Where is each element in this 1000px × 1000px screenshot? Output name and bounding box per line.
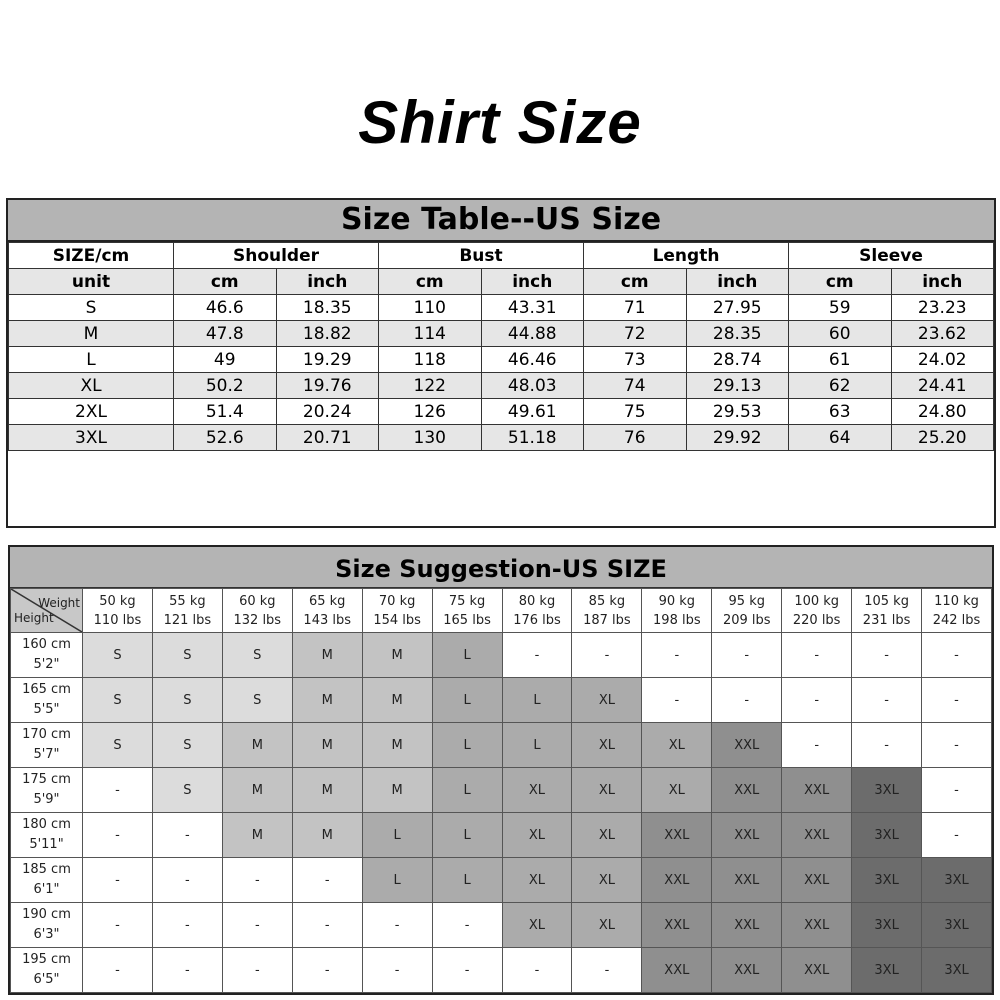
- height-ft: 6'1": [33, 882, 60, 897]
- weight-kg: 65 kg: [308, 593, 346, 609]
- suggested-size-cell: -: [292, 903, 362, 948]
- measurement-cell: 64: [789, 425, 892, 451]
- height-header-cell: [11, 768, 83, 813]
- size-table-panel: [6, 198, 996, 528]
- suggested-size-cell: XL: [572, 813, 642, 858]
- weight-kg: 85 kg: [588, 593, 626, 609]
- suggested-size-cell: -: [502, 633, 572, 678]
- measurement-cell: 43.31: [481, 295, 584, 321]
- suggested-size-cell: -: [922, 678, 992, 723]
- measurement-cell: 46.6: [174, 295, 277, 321]
- suggested-size-cell: -: [922, 768, 992, 813]
- suggested-size-cell: -: [432, 948, 502, 993]
- suggested-size-cell: -: [502, 948, 572, 993]
- measurement-cell: 23.23: [891, 295, 994, 321]
- suggested-size-cell: -: [152, 903, 222, 948]
- suggested-size-cell: XL: [502, 768, 572, 813]
- suggested-size-cell: 3XL: [922, 858, 992, 903]
- weight-header-cell: [222, 589, 292, 633]
- suggested-size-cell: -: [782, 633, 852, 678]
- weight-lbs: 110 lbs: [93, 612, 142, 628]
- measurement-cell: 28.74: [686, 347, 789, 373]
- suggested-size-cell: L: [362, 858, 432, 903]
- measurement-cell: 50.2: [174, 373, 277, 399]
- size-table-title: Size Table--US Size: [8, 200, 994, 242]
- suggested-size-cell: L: [432, 723, 502, 768]
- weight-lbs: 143 lbs: [303, 612, 352, 628]
- suggested-size-cell: -: [782, 678, 852, 723]
- weight-height-corner: [11, 589, 83, 633]
- measurement-cell: 44.88: [481, 321, 584, 347]
- suggested-size-cell: M: [362, 723, 432, 768]
- suggested-size-cell: XL: [642, 723, 712, 768]
- weight-kg: 70 kg: [378, 593, 416, 609]
- suggested-size-cell: XL: [572, 903, 642, 948]
- weight-header-cell: [572, 589, 642, 633]
- measurement-cell: 24.41: [891, 373, 994, 399]
- suggested-size-cell: M: [222, 813, 292, 858]
- table-row: [9, 425, 994, 451]
- height-cm: 170 cm: [22, 727, 71, 742]
- suggested-size-cell: S: [152, 723, 222, 768]
- suggested-size-cell: XXL: [642, 948, 712, 993]
- suggested-size-cell: S: [222, 678, 292, 723]
- measurement-cell: 52.6: [174, 425, 277, 451]
- height-ft: 5'7": [33, 747, 60, 762]
- measurement-cell: 18.82: [276, 321, 379, 347]
- unit-header: cm: [174, 269, 277, 295]
- suggested-size-cell: -: [362, 903, 432, 948]
- suggested-size-cell: 3XL: [852, 813, 922, 858]
- suggested-size-cell: M: [362, 633, 432, 678]
- unit-header: cm: [584, 269, 687, 295]
- suggested-size-cell: L: [432, 678, 502, 723]
- measurement-cell: 46.46: [481, 347, 584, 373]
- measurement-cell: 28.35: [686, 321, 789, 347]
- table-row: [9, 373, 994, 399]
- suggested-size-cell: XL: [572, 678, 642, 723]
- suggested-size-cell: XXL: [642, 858, 712, 903]
- suggested-size-cell: -: [292, 858, 362, 903]
- weight-header-cell: [642, 589, 712, 633]
- suggested-size-cell: -: [83, 768, 153, 813]
- size-suggestion-title: Size Suggestion-US SIZE: [10, 547, 992, 588]
- suggested-size-cell: -: [642, 633, 712, 678]
- suggested-size-cell: XXL: [642, 903, 712, 948]
- table-row: [9, 295, 994, 321]
- height-label: Height: [14, 611, 54, 625]
- suggested-size-cell: XL: [642, 768, 712, 813]
- suggested-size-cell: XXL: [782, 903, 852, 948]
- suggested-size-cell: L: [432, 768, 502, 813]
- size-table: [8, 242, 994, 451]
- suggested-size-cell: S: [83, 633, 153, 678]
- suggested-size-cell: -: [83, 813, 153, 858]
- suggested-size-cell: -: [572, 633, 642, 678]
- weight-header-cell: [432, 589, 502, 633]
- suggested-size-cell: M: [292, 678, 362, 723]
- suggested-size-cell: XL: [572, 723, 642, 768]
- table-row: [11, 768, 992, 813]
- height-cm: 160 cm: [22, 637, 71, 652]
- height-cm: 165 cm: [22, 682, 71, 697]
- table-row: [11, 678, 992, 723]
- weight-header-cell: [83, 589, 153, 633]
- suggested-size-cell: XXL: [782, 768, 852, 813]
- height-cm: 180 cm: [22, 817, 71, 832]
- suggested-size-cell: XXL: [712, 903, 782, 948]
- suggested-size-cell: S: [152, 678, 222, 723]
- weight-header-row: [11, 589, 992, 633]
- suggested-size-cell: S: [152, 768, 222, 813]
- suggested-size-cell: XXL: [712, 948, 782, 993]
- suggested-size-cell: -: [572, 948, 642, 993]
- weight-kg: 95 kg: [728, 593, 765, 609]
- measurement-cell: 20.24: [276, 399, 379, 425]
- weight-lbs: 165 lbs: [443, 612, 491, 628]
- suggested-size-cell: L: [432, 633, 502, 678]
- weight-header-cell: [362, 589, 432, 633]
- weight-lbs: 176 lbs: [513, 612, 561, 628]
- suggested-size-cell: XL: [572, 858, 642, 903]
- measurement-cell: 60: [789, 321, 892, 347]
- unit-header: inch: [891, 269, 994, 295]
- suggested-size-cell: -: [852, 633, 922, 678]
- suggested-size-cell: XL: [502, 903, 572, 948]
- measurement-cell: 130: [379, 425, 482, 451]
- measurement-cell: 24.02: [891, 347, 994, 373]
- size-label-cell: 2XL: [9, 399, 174, 425]
- table-row: [11, 948, 992, 993]
- weight-kg: 105 kg: [864, 593, 909, 609]
- size-suggestion-panel: [8, 545, 994, 995]
- suggested-size-cell: M: [362, 678, 432, 723]
- suggested-size-cell: -: [642, 678, 712, 723]
- weight-header-cell: [502, 589, 572, 633]
- weight-lbs: 209 lbs: [722, 612, 771, 628]
- suggested-size-cell: S: [152, 633, 222, 678]
- measurement-cell: 122: [379, 373, 482, 399]
- suggested-size-cell: XXL: [782, 858, 852, 903]
- measurement-cell: 59: [789, 295, 892, 321]
- measurement-cell: 47.8: [174, 321, 277, 347]
- height-header-cell: [11, 948, 83, 993]
- measurement-cell: 61: [789, 347, 892, 373]
- size-label-cell: S: [9, 295, 174, 321]
- height-header-cell: [11, 633, 83, 678]
- height-ft: 6'5": [33, 972, 60, 987]
- suggested-size-cell: -: [83, 948, 153, 993]
- weight-kg: 55 kg: [169, 593, 206, 609]
- weight-lbs: 198 lbs: [653, 612, 701, 628]
- height-cm: 175 cm: [22, 772, 71, 787]
- blank-area: [8, 451, 994, 521]
- table-row: [9, 347, 994, 373]
- suggested-size-cell: -: [292, 948, 362, 993]
- height-header-cell: [11, 723, 83, 768]
- measurement-cell: 23.62: [891, 321, 994, 347]
- measurement-cell: 29.13: [686, 373, 789, 399]
- suggested-size-cell: -: [922, 633, 992, 678]
- size-label-cell: XL: [9, 373, 174, 399]
- table-row: [11, 813, 992, 858]
- suggested-size-cell: -: [922, 813, 992, 858]
- measurement-cell: 27.95: [686, 295, 789, 321]
- suggested-size-cell: -: [152, 858, 222, 903]
- table-row: [11, 903, 992, 948]
- suggested-size-cell: -: [852, 723, 922, 768]
- height-ft: 5'2": [33, 657, 60, 672]
- suggested-size-cell: -: [222, 903, 292, 948]
- measure-group-header: Sleeve: [789, 243, 994, 269]
- suggested-size-cell: M: [292, 723, 362, 768]
- measurement-cell: 49.61: [481, 399, 584, 425]
- suggested-size-cell: XXL: [712, 813, 782, 858]
- suggested-size-cell: XL: [502, 858, 572, 903]
- height-cm: 195 cm: [22, 952, 71, 967]
- suggested-size-cell: 3XL: [852, 948, 922, 993]
- weight-header-cell: [782, 589, 852, 633]
- suggested-size-cell: -: [782, 723, 852, 768]
- weight-lbs: 242 lbs: [932, 612, 981, 628]
- table-row: [11, 633, 992, 678]
- weight-lbs: 220 lbs: [792, 612, 841, 628]
- measurement-cell: 126: [379, 399, 482, 425]
- suggested-size-cell: -: [83, 903, 153, 948]
- suggested-size-cell: -: [852, 678, 922, 723]
- suggested-size-cell: XXL: [642, 813, 712, 858]
- suggested-size-cell: XXL: [712, 768, 782, 813]
- weight-kg: 75 kg: [448, 593, 486, 609]
- size-label-cell: M: [9, 321, 174, 347]
- size-label-cell: L: [9, 347, 174, 373]
- suggested-size-cell: -: [712, 678, 782, 723]
- measurement-cell: 73: [584, 347, 687, 373]
- unit-header: cm: [789, 269, 892, 295]
- suggested-size-cell: 3XL: [922, 903, 992, 948]
- table-row: [9, 321, 994, 347]
- page-title: Shirt Size: [358, 89, 642, 156]
- suggested-size-cell: M: [222, 723, 292, 768]
- weight-kg: 90 kg: [658, 593, 696, 609]
- table-row: [9, 399, 994, 425]
- suggested-size-cell: S: [83, 678, 153, 723]
- suggested-size-cell: 3XL: [852, 768, 922, 813]
- unit-header: inch: [686, 269, 789, 295]
- unit-label: unit: [9, 269, 174, 295]
- height-cm: 185 cm: [22, 862, 71, 877]
- height-header-cell: [11, 858, 83, 903]
- measure-group-header: Length: [584, 243, 789, 269]
- measurement-cell: 49: [174, 347, 277, 373]
- measurement-cell: 76: [584, 425, 687, 451]
- suggested-size-cell: -: [922, 723, 992, 768]
- measurement-cell: 71: [584, 295, 687, 321]
- table-row: [11, 723, 992, 768]
- measure-group-header: Shoulder: [174, 243, 379, 269]
- measure-group-header: Bust: [379, 243, 584, 269]
- suggested-size-cell: L: [502, 678, 572, 723]
- weight-kg: 110 kg: [934, 593, 979, 609]
- suggested-size-cell: -: [222, 948, 292, 993]
- suggested-size-cell: L: [432, 813, 502, 858]
- suggested-size-cell: M: [362, 768, 432, 813]
- weight-kg: 80 kg: [518, 593, 556, 609]
- height-header-cell: [11, 813, 83, 858]
- unit-header: cm: [379, 269, 482, 295]
- weight-header-cell: [852, 589, 922, 633]
- suggested-size-cell: XXL: [712, 723, 782, 768]
- measurement-cell: 63: [789, 399, 892, 425]
- measurement-cell: 75: [584, 399, 687, 425]
- measurement-cell: 19.29: [276, 347, 379, 373]
- height-ft: 5'5": [33, 702, 60, 717]
- measurement-cell: 51.4: [174, 399, 277, 425]
- suggested-size-cell: L: [502, 723, 572, 768]
- suggested-size-cell: XXL: [782, 948, 852, 993]
- suggested-size-cell: S: [222, 633, 292, 678]
- suggested-size-cell: M: [292, 633, 362, 678]
- size-table-unit-row: [9, 269, 994, 295]
- suggested-size-cell: -: [152, 948, 222, 993]
- measurement-cell: 110: [379, 295, 482, 321]
- weight-kg: 50 kg: [99, 593, 136, 609]
- weight-kg: 100 kg: [794, 593, 840, 609]
- measurement-cell: 114: [379, 321, 482, 347]
- suggested-size-cell: M: [222, 768, 292, 813]
- height-ft: 5'11": [29, 837, 64, 852]
- height-ft: 5'9": [33, 792, 60, 807]
- weight-lbs: 231 lbs: [862, 612, 911, 628]
- suggested-size-cell: XXL: [712, 858, 782, 903]
- measurement-cell: 24.80: [891, 399, 994, 425]
- measurement-cell: 72: [584, 321, 687, 347]
- suggested-size-cell: L: [362, 813, 432, 858]
- size-table-header-row: [9, 243, 994, 269]
- suggested-size-cell: L: [432, 858, 502, 903]
- suggested-size-cell: XL: [502, 813, 572, 858]
- measurement-cell: 19.76: [276, 373, 379, 399]
- table-row: [11, 858, 992, 903]
- suggested-size-cell: -: [362, 948, 432, 993]
- weight-kg: 60 kg: [239, 593, 276, 609]
- unit-header: inch: [276, 269, 379, 295]
- suggested-size-cell: XL: [572, 768, 642, 813]
- suggested-size-cell: -: [712, 633, 782, 678]
- size-suggestion-table: [10, 588, 992, 993]
- measurement-cell: 48.03: [481, 373, 584, 399]
- suggested-size-cell: 3XL: [852, 858, 922, 903]
- measurement-cell: 118: [379, 347, 482, 373]
- weight-lbs: 121 lbs: [163, 612, 212, 628]
- weight-lbs: 154 lbs: [373, 612, 421, 628]
- suggested-size-cell: -: [152, 813, 222, 858]
- suggested-size-cell: M: [292, 813, 362, 858]
- weight-lbs: 187 lbs: [583, 612, 631, 628]
- weight-header-cell: [152, 589, 222, 633]
- suggested-size-cell: -: [222, 858, 292, 903]
- measurement-cell: 62: [789, 373, 892, 399]
- measurement-cell: 29.92: [686, 425, 789, 451]
- weight-header-cell: [712, 589, 782, 633]
- measurement-cell: 18.35: [276, 295, 379, 321]
- suggested-size-cell: S: [83, 723, 153, 768]
- weight-header-cell: [292, 589, 362, 633]
- measurement-cell: 25.20: [891, 425, 994, 451]
- weight-lbs: 132 lbs: [233, 612, 282, 628]
- unit-header: inch: [481, 269, 584, 295]
- suggested-size-cell: -: [83, 858, 153, 903]
- height-header-cell: [11, 678, 83, 723]
- size-label-cell: 3XL: [9, 425, 174, 451]
- measurement-cell: 51.18: [481, 425, 584, 451]
- weight-header-cell: [922, 589, 992, 633]
- suggested-size-cell: 3XL: [922, 948, 992, 993]
- height-cm: 190 cm: [22, 907, 71, 922]
- suggested-size-cell: 3XL: [852, 903, 922, 948]
- height-ft: 6'3": [33, 927, 60, 942]
- measurement-cell: 20.71: [276, 425, 379, 451]
- suggested-size-cell: -: [432, 903, 502, 948]
- height-header-cell: [11, 903, 83, 948]
- suggested-size-cell: XXL: [782, 813, 852, 858]
- measurement-cell: 29.53: [686, 399, 789, 425]
- suggested-size-cell: M: [292, 768, 362, 813]
- size-col-label: SIZE/cm: [9, 243, 174, 269]
- measurement-cell: 74: [584, 373, 687, 399]
- weight-label: Weight: [38, 596, 80, 610]
